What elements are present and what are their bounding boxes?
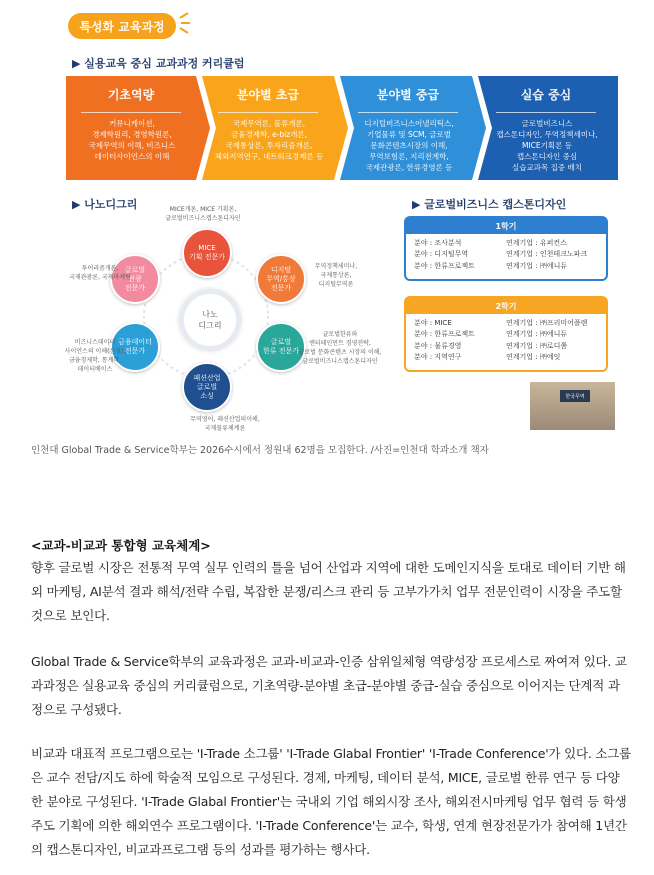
nano-node-label: 패션산업 글로벌 소싱: [193, 373, 221, 400]
photo: [530, 382, 615, 430]
field-cell: 분야 : 조사분석: [414, 238, 462, 247]
paragraph-1: 향후 글로벌 시장은 전통적 무역 실무 인력의 틀을 넘어 산업과 지역에 대한 도메인지식을 토대로 데이터 기반 해외 마케팅, AI분석 결과 해석/전략 수립, 복잡한 분쟁/리스크 관리 등 고부가가치 업무 전문인력이 시장을 주도할 것으로 보인다.: [31, 560, 626, 623]
figure-caption: 인천대 Global Trade & Service학부는 2026수시에서 정원내 62명을 모집한다. /사진=인천대 학과소개 책자: [31, 445, 489, 456]
semester-row: [406, 317, 606, 329]
nano-node-label: 디지털 무역/통상 전문가: [266, 265, 296, 292]
stage-courses: [481, 118, 613, 173]
nano-center: [180, 290, 240, 350]
stage-courses: [343, 118, 475, 173]
section-heading: <교과-비교과 통합형 교육체계>: [31, 538, 211, 553]
partner-cell: 연계기업 : ㈜로디쯤: [506, 341, 568, 350]
stage-divider: [358, 112, 458, 113]
partner-cell: 연계기업 : 인천테크노파크: [506, 250, 588, 259]
field-cell: 분야 : 지역연구: [414, 353, 462, 362]
nano-note: 투어리즘개론, 국제관광론, 국제마케팅: [69, 265, 131, 281]
semester-box: [404, 216, 608, 281]
partner-cell: 연계기업 : ㈜에잇: [506, 353, 561, 362]
stage-course-line: 경제학원리, 경영학원론,: [92, 130, 172, 139]
stage-course-line: 글로벌비즈니스: [521, 119, 573, 128]
semester-row: [406, 340, 606, 352]
stage-course-line: MICE기획론 등: [521, 141, 573, 150]
stage-course-line: 금융경제학, e-biz개론,: [231, 130, 307, 139]
semester-title: 2학기: [406, 298, 606, 314]
nano-note: 글로벌한류와 엔터테인먼트 경영전략, 글로벌 문화콘텐츠 시장의 이해, 글로벌비즈니스캡스톤디자인: [298, 331, 382, 365]
stage-course-line: 데이터사이언스의 이해: [94, 152, 170, 161]
paragraph-2: Global Trade & Service학부의 교육과정은 교과-비교과-인증 삼위일체형 역량성장 프로세스로 짜여져 있다. 교과과정은 실용교육 중심의 커리큘럼으로, 기초역량-분야별 초급-분야별 중급-실습 중심으로 이어지는 단계적 과정으로 구성됐다.: [31, 654, 627, 717]
nano-node: [182, 362, 232, 412]
nano-note: 비즈니스데이터 사이언스의 이해(신설), 금융경제학, 통계학, 데이터베이스: [64, 339, 126, 373]
field-cell: 분야 : MICE: [414, 318, 452, 327]
semester-row: [406, 260, 606, 272]
stage-course-line: 국제무역론, 물류개론,: [232, 119, 306, 128]
curriculum-subtitle: ▶ 실용교육 중심 교과과정 커리큘럼: [72, 57, 245, 70]
nano-note: 무역정책세미나, 국제통상론, 디지털무역론: [314, 263, 358, 288]
field-cell: 분야 : 물류경영: [414, 341, 462, 350]
semester-row: [406, 329, 606, 341]
stage-course-line: 디지털비즈니스어낼리틱스,: [364, 119, 454, 128]
stage-courses: [203, 118, 335, 162]
curriculum-figure: [60, 0, 620, 432]
photo-sign: 한국무역: [560, 390, 590, 402]
stage-course-line: 국제통상론, 투자리즘개론,: [225, 141, 313, 150]
stage-course-line: 국제무역의 이해, 비즈니스: [88, 141, 176, 150]
nano-center-label: 나노 디그리: [198, 310, 222, 330]
partner-cell: 연계기업 : ㈜프리미어플랜: [506, 318, 588, 327]
nano-node-label: 금융데이터 전문가: [118, 338, 152, 355]
nano-node-label: 글로벌 관광 전문가: [124, 265, 146, 292]
stage-course-line: 캡스톤디자인, 무역정책세미나,: [496, 130, 598, 139]
stage-course-line: 무역보험론, 지리전계학,: [369, 152, 449, 161]
partner-cell: 연계기업 : ㈜에니듀: [506, 330, 568, 339]
stage-course-line: 문화콘텐츠시장의 이해,: [370, 141, 448, 150]
capstone-title: ▶ 글로벌비즈니스 캡스톤디자인: [412, 198, 567, 211]
stage-divider: [218, 112, 318, 113]
stage-title: 기초역량: [107, 88, 155, 102]
semester-row: [406, 249, 606, 261]
nano-title: ▶ 나노디그리: [72, 198, 138, 211]
field-cell: 분야 : 한류프로젝트: [414, 330, 475, 339]
nano-note: 무역영어, 패션산업의이해, 국제물류체계론: [190, 416, 260, 432]
nano-node: [182, 228, 232, 278]
semester-row: [406, 352, 606, 364]
sparkle-icon: [176, 10, 196, 36]
stage-course-line: 국제관광론, 한류경영론 등: [365, 163, 453, 172]
stage-course-line: 캡스톤디자인 중심: [516, 152, 578, 161]
nano-note: MICE개론, MICE 기획론, 글로벌비즈니스캡스톤디자인: [165, 206, 241, 222]
field-cell: 분야 : 한류프로젝트: [414, 261, 475, 270]
partner-cell: 연계기업 : ㈜에니듀: [506, 261, 568, 270]
nano-node-label: 글로벌 한류 전문가: [262, 338, 300, 355]
stage-divider: [496, 112, 596, 113]
semester-box: [404, 296, 608, 372]
stage-title: 분야별 중급: [376, 88, 440, 102]
stage-title: 실습 중심: [520, 88, 572, 102]
nano-node-label: MICE 기획 전문가: [188, 244, 226, 261]
stage-divider: [81, 112, 181, 113]
field-cell: 분야 : 디지털무역: [414, 250, 469, 259]
stage-course-line: 커뮤니케이션,: [109, 119, 155, 128]
stage-course-line: 기업물류 및 SCM, 글로벌: [367, 130, 451, 139]
semester-title: 1학기: [406, 218, 606, 234]
stage-courses: [66, 118, 198, 162]
stage-course-line: 체외지역연구, 네트워크경제론 등: [214, 152, 324, 161]
stage-course-line: 실습교과목 집중 배치: [512, 163, 582, 172]
semester-row: [406, 237, 606, 249]
figure-title-pill: 특성화 교육과정: [68, 13, 176, 39]
paragraph-3: 비교과 대표적 프로그램으로는 'I-Trade 소그룹' 'I-Trade Glabal Frontier' 'I-Trade Conference'가 있다. 소그룹은 교수 전담/지도 하에 학술적 모임으로 구성된다. 경제, 마케팅, 데이터 분석, MICE, 글로벌 한류 연구 등 다양한 분야로 구성된다. 'I-Trade Glabal Frontier'는 국내외 기업 해외시장 조사, 해외전시마케팅 업무 협력 등 학생주도 기획에 의한 해외연수 프로그램이다. 'I-Trade Conference'는 교수, 학생, 연계 현장전문가가 참여해 1년간의 캡스톤디자인, 비교과프로그램 등의 성과를 평가하는 행사다.: [31, 746, 631, 857]
stage-title: 분야별 초급: [236, 88, 300, 102]
partner-cell: 연계기업 : 유퍼컨스: [506, 238, 567, 247]
